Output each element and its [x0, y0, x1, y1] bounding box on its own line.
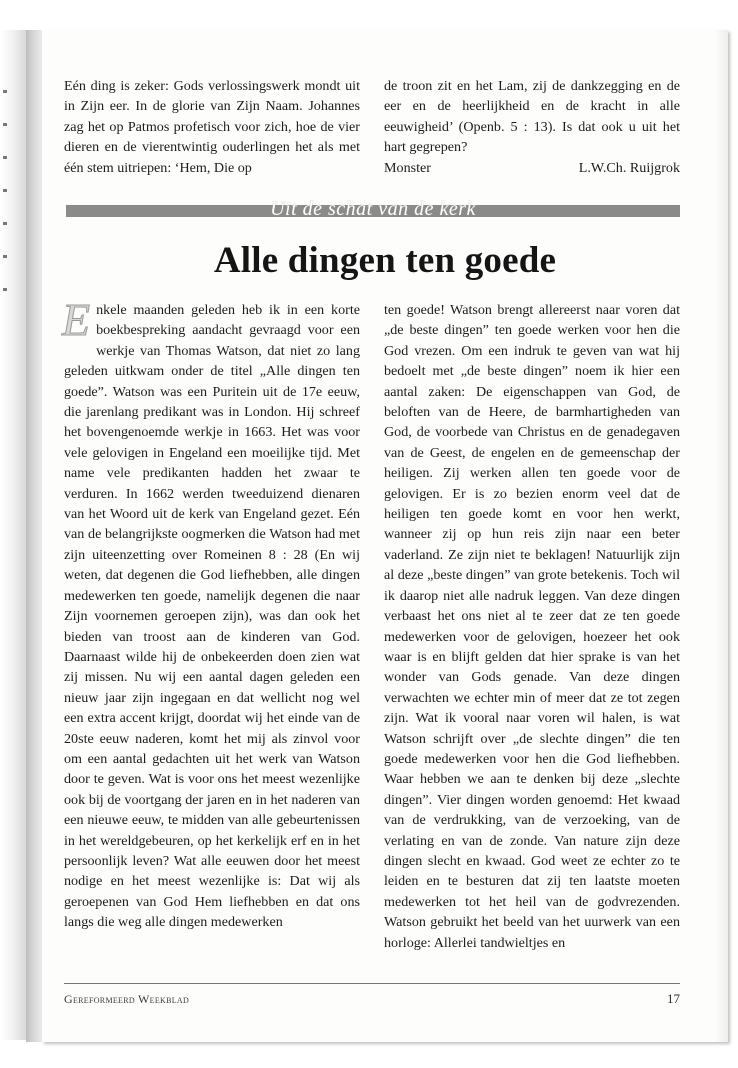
top-article-right-column	[384, 76, 680, 178]
section-banner-label: Uit de schat van de kerk	[270, 198, 476, 220]
section-banner	[66, 198, 680, 220]
page-edge-shading	[714, 30, 728, 1042]
previous-page-edge	[0, 30, 26, 1040]
footer-divider	[64, 983, 680, 984]
top-article-right-text: de troon zit en het Lam, zij de dankzegging en de eer en de heerlijkheid en de kracht in alle eeuwigheid’ (Openb. 5 : 13). Is dat ook u uit het hart gegrepen?	[384, 78, 680, 156]
magazine-page	[42, 30, 728, 1042]
top-article-left-column	[64, 76, 360, 178]
edge-marks	[3, 90, 9, 350]
footer-publication-name: Gereformeerd Weekblad	[64, 992, 190, 1006]
drop-cap: E	[62, 294, 91, 345]
article-headline: Alle dingen ten goede	[213, 240, 557, 281]
article-left-text: nkele maanden geleden heb ik in een korte boekbespreking aandacht gevraagd voor een werkje van Thomas Watson, dat niet zo lang geleden uitkwam onder de titel „Alle dingen ten goede”. Watson was een Puritein uit de 17e eeuw, die jarenlang predikant was in London. Hij schreef het bovengenoemde werkje in 1663. Het was voor vele gelovigen in Engeland een moeilijke tijd. Met name vele predikanten hadden het zwaar te verduren. In 1662 werden tweeduizend dienaren van het Woord uit de kerk van Engeland gezet. Eén van de belangrijkste oogmerken die Watson had met zijn uiteenzetting over Romeinen 8 : 28 (En wij weten, dat degenen die God liefhebben, alle dingen medewerken ten goede, namelijk degenen die naar Zijn voornemen geroepen zijn), was dan ook het bieden van troost aan de kinderen van God. Daarnaast wilde hij de onbekeerden doen zien wat zij missen. Nu wij een aantal dagen geleden een nieuw jaar zijn ingegaan en dat wellicht nog wel een extra accent krijgt, doordat wij het einde van de 20ste eeuw naderen, komt het mij als zinvol voor om een aantal gedachten uit het werk van Watson door te geven. Wat is voor ons het meest wezenlijke ook bij de voortgang der jaren en in het naderen van een nieuwe eeuw, te midden van alle gebeurtenissen in het wereldgebeuren, op het kerkelijk erf en in het persoonlijk leven? Wat alle eeuwen door het meest nodige en het meest wezenlijke is: Dat wij als geroepenen van God Hem liefhebben en dat ons langs die weg alle dingen medewerken	[64, 302, 360, 931]
article-left-column	[62, 294, 360, 933]
top-article-left-text: Eén ding is zeker: Gods verlossingswerk mondt uit in Zijn eer. In de glorie van Zijn Naam. Johannes zag het op Patmos profetisch voor zich, hoe de vier dieren en de vierentwintig ouderlingen het als met één stem uitriepen: ‘Hem, Die op	[64, 78, 360, 176]
footer-page-number: 17	[667, 991, 680, 1006]
book-spine-shadow	[26, 30, 42, 1042]
section-banner-label-wrap	[66, 195, 680, 223]
signature-author: L.W.Ch. Ruijgrok	[578, 159, 680, 176]
article-right-text: ten goede! Watson brengt allereerst naar voren dat „de beste dingen” ten goede werken voor hen die God vrezen. Om een indruk te geven van wat hij bedoelt met „de beste dingen” noem ik hier een aantal zaken: De eigenschappen van God, de beloften van de Heere, de barmhartigheden van God, de voorbede van Christus en de genadegaven van de Geest, de engelen en de gemeenschap der heiligen. Zij werken allen ten goede voor de gelovigen. Er is zo bezien enorm veel dat de heiligen ten goede komt en voor hen werkt, wanneer zij op hun reis zijn naar een beter vaderland. Ze zijn niet te beklagen! Natuurlijk zijn al deze „beste dingen” van grote betekenis. Toch wil ik daarop niet alle nadruk leggen. Van deze dingen verbaast het ons niet al te zeer dat ze ten goede medewerken voor de gelovigen, hoezeer het ook waar is en blijft gelden dat hier sprake is van het wonder van Gods genade. Van deze dingen verwachten we echter min of meer dat ze tot zegen zijn. Wat ik vooral naar voren wil halen, is wat Watson schrijft over „de slechte dingen” die ten goede medewerken voor hen die God liefhebben. Waar hebben we aan te denken bij deze „slechte dingen”. Vier dingen worden genoemd: Het kwaad van de verdrukking, van de verzoeking, van de verlating en van de zonde. Van nature zijn deze dingen slecht en kwaad. God weet ze echter zo te leiden en te besturen dat zij ten laatste moeten medewerken tot het heil van de godvrezenden. Watson gebruikt het beeld van het uurwerk van een horloge: Allerlei tandwieltjes en	[384, 302, 680, 951]
article-right-column	[384, 300, 680, 953]
signature-place: Monster	[384, 159, 431, 176]
top-article-signature	[384, 158, 680, 178]
